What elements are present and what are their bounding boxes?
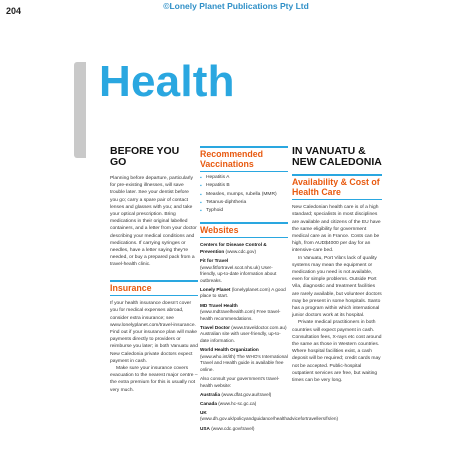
site-name: MD Travel Health — [200, 302, 238, 308]
site-name: USA — [200, 425, 210, 431]
insurance-text-2: Make sure your insurance covers evacuation to the nearest major centre – the extra premium for this is usually not very much. — [110, 366, 198, 393]
column-right — [292, 146, 382, 384]
page-number: 204 — [6, 6, 22, 16]
list-item: ▪ Hepatitis A — [200, 174, 288, 182]
site-link[interactable]: (www.dfat.gov.au/travel) — [221, 391, 272, 397]
list-item — [200, 242, 288, 255]
site-link[interactable]: (www.cdc.gov) — [225, 248, 257, 254]
list-item — [200, 409, 339, 423]
vaccination-list — [200, 174, 288, 215]
list-item — [200, 303, 288, 323]
list-item: ▪ Hepatitis B — [200, 182, 288, 190]
site-name: Canada — [200, 400, 217, 406]
site-name: Travel Doctor — [200, 324, 230, 330]
site-link[interactable]: (www.cdc.gov/travel) — [211, 425, 255, 431]
before-you-go-text: Planning before departure, particularly for pre-existing illnesses, will save trouble later. See your dentist before you go; carry a spare pair of contact lenses and glasses with you; and take your optical prescription. Bring medications in their original labelled containers, and a letter from your doctor describing your medical conditions and medications. If carrying syringes or needles, have a letter saying they're needed, or buy a prepared pack from a travel-health clinic. — [110, 176, 197, 268]
list-item — [200, 392, 288, 399]
site-link[interactable]: (www.traveldoctor.com.au) Australian site with user-friendly, up-to-date information. — [200, 324, 287, 343]
site-name: Centers for Disease Control & Prevention — [200, 242, 267, 254]
list-item: ▪ Typhoid — [200, 207, 288, 215]
chapter-tab-marker — [74, 62, 86, 158]
list-item — [200, 426, 288, 433]
section-title-insurance: Insurance — [110, 280, 198, 297]
page-title: Health — [99, 57, 235, 106]
section-title-in-vanuatu: IN VANUATU & NEW CALEDONIA — [292, 145, 382, 168]
list-item: ▪ Measles, mumps, rubella (MMR) — [200, 191, 288, 199]
site-note: Also consult your government's travel-health website: — [200, 375, 280, 388]
list-item — [200, 325, 288, 345]
site-name: World Health Organization — [200, 347, 259, 353]
list-item — [200, 376, 288, 389]
list-item — [200, 287, 288, 300]
site-link[interactable]: (www.mdtravelhealth.com) Free travel-health recommendations. — [200, 309, 281, 321]
list-item — [200, 258, 288, 284]
site-link[interactable]: (www.fitfortravel.scot.nhs.uk) User-friendly, up-to-date information about outbreaks. — [200, 264, 277, 283]
list-item — [200, 401, 288, 408]
section-title-before-you-go: BEFORE YOU GO — [110, 145, 180, 168]
site-name: Australia — [200, 391, 221, 397]
section-title-availability: Availability & Cost of Health Care — [292, 174, 382, 200]
availability-text-1: New Caledonian health care is of a high standard; specialists in most disciplines are available and citizens of the EU have the same eligibility for government medical care as in France. Costs can be high, from AUD$4000 per day for an intensive-care bed. — [292, 205, 381, 254]
section-title-websites: Websites — [200, 222, 288, 239]
site-link[interactable]: (www.dh.gov.uk/policyandguidance/healthadvicefortravellers/fs/en) — [200, 416, 339, 422]
site-name: UK — [200, 409, 207, 415]
copyright-notice: ©Lonely Planet Publications Pty Ltd — [163, 1, 309, 11]
column-left — [110, 146, 198, 394]
site-name: Lonely Planet — [200, 286, 231, 292]
insurance-text-1: If your health insurance doesn't cover you for medical expenses abroad, consider extra insurance; see www.lonelyplanet.com/travel-insurance. Find out if your insurance plan will make payments directly to providers or reimburse you later; in both Vanuatu and New Caledonia private doctors expect payment in cash. — [110, 301, 198, 364]
section-title-vaccinations: Recommended Vaccinations — [200, 146, 288, 172]
availability-text-3: Private medical practitioners in both countries will expect payment in cash. Consultation fees, X-rays etc cost around the same as those in Western countries. Where hospital facilities exist, a cash deposit will be required; credit cards may not be accepted. Public-hospital outpatient services are free, but waiting times can be very long. — [292, 320, 382, 384]
site-link[interactable]: (lonelyplanet.com) A good place to start. — [200, 286, 286, 299]
availability-text-2: In Vanuatu, Port Vila's lack of quality systems may mean the equipment or medication you need is not available, even for simple problems. Outside Port Vila, diagnostic and treatment facilities are rarely available, but volunteer doctors may be present in some hospitals. Santo has a program within which international junior doctors work at its hospital. — [292, 255, 382, 319]
list-item — [200, 347, 288, 373]
site-name: Fit for Travel — [200, 257, 229, 263]
site-link[interactable]: (www.hc-sc.gc.ca) — [218, 400, 257, 406]
list-item: ▪ Tetanus-diphtheria — [200, 199, 288, 207]
site-link[interactable]: (www.who.int/ith) The WHO's International Travel and Health guide is available free online. — [200, 353, 288, 372]
